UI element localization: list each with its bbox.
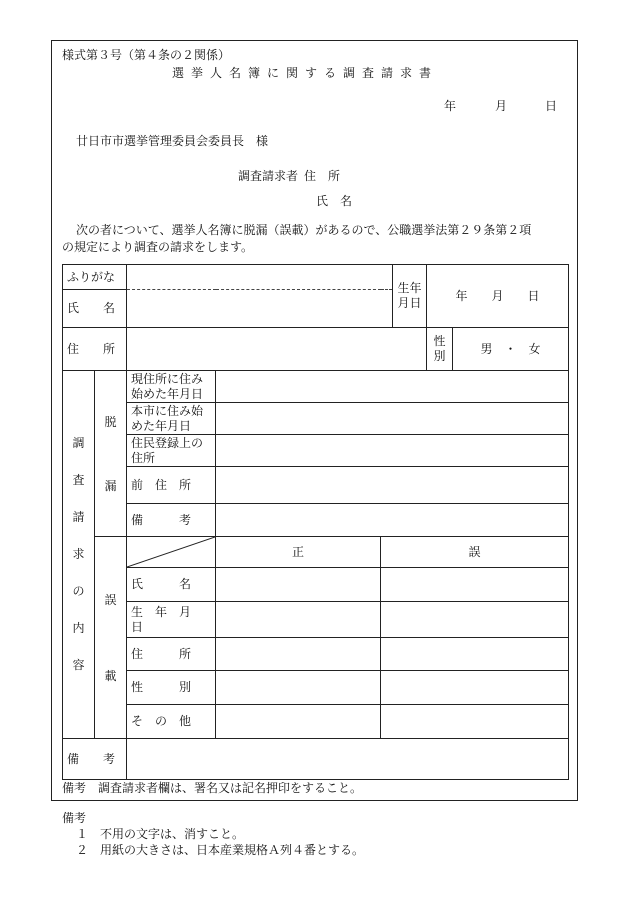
gosai-wrong-field[interactable] xyxy=(381,705,569,739)
name-field[interactable] xyxy=(127,290,393,328)
datsuro-row-label: 現住所に住み始めた年月日 xyxy=(127,371,216,403)
datsuro-row-field[interactable] xyxy=(216,467,569,504)
date-month: 月 xyxy=(495,99,508,113)
remarks-field[interactable] xyxy=(127,739,569,780)
datsuro-row-label: 前 住 所 xyxy=(127,467,216,504)
footnotes xyxy=(62,810,364,858)
requester-label: 調査請求者 xyxy=(238,169,299,183)
birth-value[interactable]: 年 月 日 xyxy=(427,265,569,328)
remarks-label: 備 考 xyxy=(63,739,127,780)
body-text-line1: 次の者について、選挙人名簿に脱漏（誤載）があるので、公職選挙法第２９条第２項 xyxy=(76,223,532,237)
furigana-field[interactable] xyxy=(127,265,393,290)
gosai-wrong-field[interactable] xyxy=(381,638,569,671)
gosai-correct-field[interactable] xyxy=(216,705,381,739)
datsuro-row-label: 本市に住み始めた年月日 xyxy=(127,403,216,435)
date-day: 日 xyxy=(545,99,558,113)
footnote-item: １ 不用の文字は、消すこと。 xyxy=(76,827,245,841)
gosai-wrong-field[interactable] xyxy=(381,602,569,638)
datsuro-row-field[interactable] xyxy=(216,504,569,537)
date-year: 年 xyxy=(444,99,457,113)
request-table xyxy=(62,264,569,780)
footnote-item: ２ 用紙の大きさは、日本産業規格Ａ列４番とする。 xyxy=(76,843,365,857)
gosai-row-label: 住 所 xyxy=(127,638,216,671)
address-field[interactable] xyxy=(127,328,427,371)
gosai-row-label: 生 年 月 日 xyxy=(127,602,216,638)
col-wrong-header: 誤 xyxy=(381,537,569,568)
gosai-wrong-field[interactable] xyxy=(381,568,569,602)
datsuro-row-field[interactable] xyxy=(216,371,569,403)
gosai-correct-field[interactable] xyxy=(216,568,381,602)
col-correct-header: 正 xyxy=(216,537,381,568)
section-label: 調査請求の内容 xyxy=(63,371,95,739)
inner-note: 備考 調査請求者欄は、署名又は記名押印をすること。 xyxy=(62,781,363,795)
diagonal-header-cell xyxy=(127,537,216,568)
datsuro-label: 脱漏 xyxy=(95,371,127,537)
gosai-correct-field[interactable] xyxy=(216,671,381,705)
address-label: 住 所 xyxy=(63,328,127,371)
birth-label: 生年月日 xyxy=(393,265,427,328)
datsuro-row-field[interactable] xyxy=(216,403,569,435)
gosai-row-label: そ の 他 xyxy=(127,705,216,739)
name-label: 氏 名 xyxy=(63,290,127,328)
gosai-label: 誤載 xyxy=(95,537,127,739)
requester-address-label: 住 所 xyxy=(304,169,341,183)
gosai-row-label: 氏 名 xyxy=(127,568,216,602)
addressee: 廿日市市選挙管理委員会委員長 様 xyxy=(76,134,269,148)
gosai-correct-field[interactable] xyxy=(216,638,381,671)
datsuro-row-field[interactable] xyxy=(216,435,569,467)
furigana-label: ふりがな xyxy=(63,265,127,290)
form-number: 様式第３号（第４条の２関係） xyxy=(62,48,231,62)
form-frame xyxy=(51,40,578,801)
sex-label: 性別 xyxy=(427,328,453,371)
body-text-line2: の規定により調査の請求をします。 xyxy=(62,240,254,254)
requester-name-label: 氏 名 xyxy=(316,194,353,208)
diagonal-line xyxy=(127,537,215,567)
gosai-wrong-field[interactable] xyxy=(381,671,569,705)
datsuro-row-label: 備 考 xyxy=(127,504,216,537)
sex-value[interactable]: 男 ・ 女 xyxy=(453,328,569,371)
datsuro-row-label: 住民登録上の住所 xyxy=(127,435,216,467)
gosai-correct-field[interactable] xyxy=(216,602,381,638)
footnotes-heading: 備考 xyxy=(62,811,87,825)
gosai-row-label: 性 別 xyxy=(127,671,216,705)
page-title: 選挙人名簿に関する調査請求書 xyxy=(172,66,439,80)
